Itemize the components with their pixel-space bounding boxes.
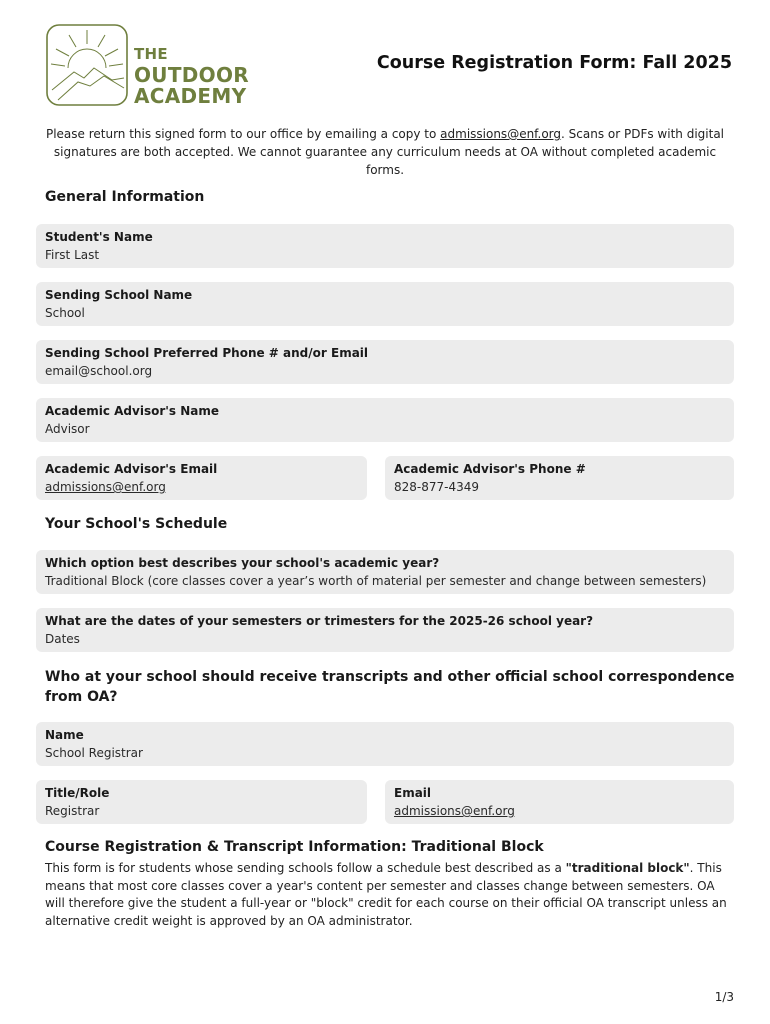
page-number: 1/3 <box>714 990 734 1004</box>
intro-paragraph <box>40 125 730 179</box>
academic-advisor-phone-field[interactable] <box>385 456 734 500</box>
admissions-email-link[interactable]: admissions@enf.org <box>440 127 562 141</box>
logo-line-outdoor: OUTDOOR <box>134 63 249 87</box>
transcript-heading-line2: from OA? <box>45 689 118 705</box>
para-text-start: This form is for students whose sending schools follow a schedule best described as a <box>45 861 566 875</box>
recipient-title-label: Title/Role <box>45 786 110 800</box>
general-information-heading: General Information <box>45 189 205 205</box>
logo-wordmark <box>134 44 249 107</box>
recipient-title-value: Registrar <box>45 804 100 818</box>
logo-line-academy: ACADEMY <box>134 84 247 108</box>
sending-school-contact-field[interactable] <box>36 340 734 384</box>
academic-year-field[interactable] <box>36 550 734 594</box>
sending-school-contact-label: Sending School Preferred Phone # and/or Email <box>45 346 369 360</box>
sun-mountain-icon <box>46 24 132 110</box>
academic-advisor-email-field[interactable] <box>36 456 367 500</box>
academic-advisor-name-value: Advisor <box>45 422 90 436</box>
academic-advisor-email-label: Academic Advisor's Email <box>45 462 218 476</box>
academic-advisor-name-field[interactable] <box>36 398 734 442</box>
recipient-name-label: Name <box>45 728 84 742</box>
student-name-value: First Last <box>45 248 100 262</box>
academic-advisor-email-value[interactable]: admissions@enf.org <box>45 480 166 494</box>
student-name-label: Student's Name <box>45 230 153 244</box>
semester-dates-label: What are the dates of your semesters or trimesters for the 2025-26 school year? <box>45 614 594 628</box>
intro-text-start: Please return this signed form to our office by emailing a copy to <box>45 127 441 141</box>
recipient-email-label: Email <box>394 786 432 800</box>
para-text-end: . This means that most core classes cover a year's content per semester and classes change between semesters. OA will therefore give the student a full-year or "block" credit for each course on their official OA transcript unless an alternative credit weight is approved by an OA administrator. <box>45 861 727 928</box>
sending-school-name-field[interactable] <box>36 282 734 326</box>
recipient-title-field[interactable] <box>36 780 367 824</box>
form-title: Course Registration Form: Fall 2025 <box>376 53 732 73</box>
recipient-email-value[interactable]: admissions@enf.org <box>394 804 515 818</box>
para-bold-term: "traditional block" <box>565 861 690 875</box>
academic-advisor-phone-value: 828-877-4349 <box>394 480 480 494</box>
academic-year-label: Which option best describes your school's academic year? <box>45 556 440 570</box>
transcript-heading-line1: Who at your school should receive transcripts and other official school correspondence <box>45 669 735 685</box>
academic-year-value: Traditional Block (core classes cover a year’s worth of material per semester and change between semesters) <box>45 574 707 588</box>
school-schedule-heading: Your School's Schedule <box>45 516 228 532</box>
semester-dates-field[interactable] <box>36 608 734 652</box>
logo-line-the: THE <box>134 45 168 63</box>
traditional-block-paragraph <box>45 860 735 930</box>
recipient-email-field[interactable] <box>385 780 734 824</box>
academic-advisor-phone-label: Academic Advisor's Phone # <box>394 462 586 476</box>
student-name-field[interactable] <box>36 224 734 268</box>
recipient-name-value: School Registrar <box>45 746 143 760</box>
course-registration-heading: Course Registration & Transcript Information: Traditional Block <box>45 839 544 855</box>
sending-school-name-value: School <box>45 306 85 320</box>
semester-dates-value: Dates <box>45 632 80 646</box>
intro-text-end: . Scans or PDFs with digital signatures are both accepted. We cannot guarantee any curriculum needs at OA without completed academic forms. <box>53 127 725 177</box>
academic-advisor-name-label: Academic Advisor's Name <box>45 404 220 418</box>
sending-school-contact-value: email@school.org <box>45 364 153 378</box>
transcript-recipient-heading <box>45 667 735 707</box>
recipient-name-field[interactable] <box>36 722 734 766</box>
sending-school-name-label: Sending School Name <box>45 288 193 302</box>
